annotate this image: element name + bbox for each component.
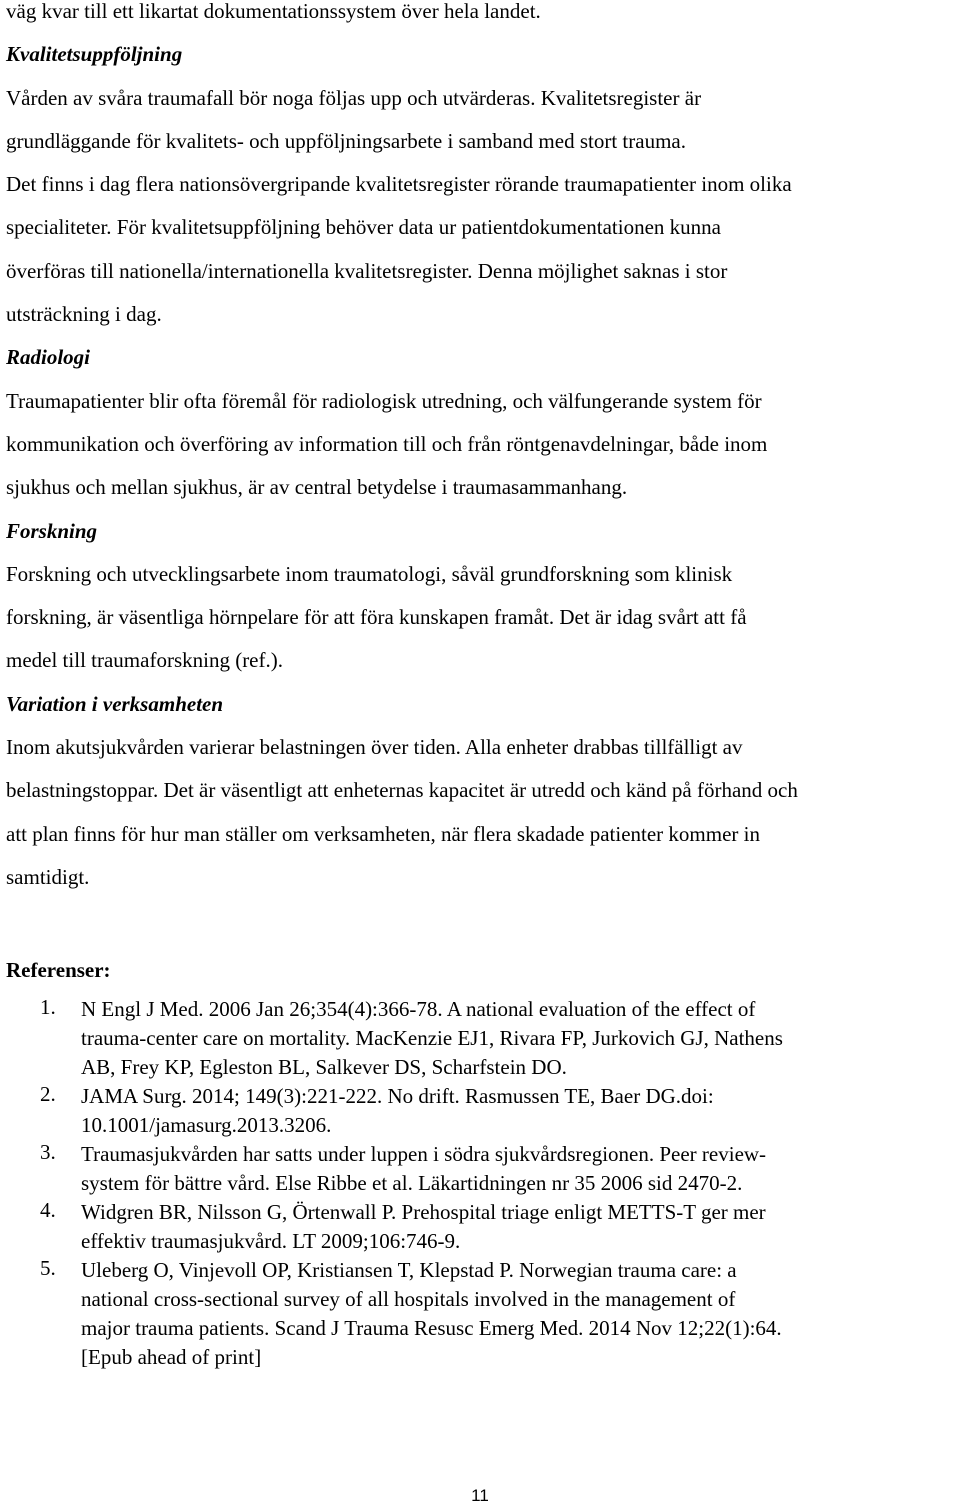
paragraph-line: medel till traumaforskning (ref.). [6,648,283,673]
paragraph-line: Forskning och utvecklingsarbete inom traumatologi, såväl grundforskning som klinisk [6,561,733,586]
reference-line: major trauma patients. Scand J Trauma Resusc Emerg Med. 2014 Nov 12;22(1):64. [81,1316,782,1340]
reference-item [0,1140,960,1198]
intro-line: väg kvar till ett likartat dokumentationssystem över hela landet. [6,0,541,23]
paragraph-line: Traumapatienter blir ofta föremål för radiologisk utredning, och välfungerande system för [6,388,762,413]
reference-line: Traumasjukvården har satts under luppen i södra sjukvårdsregionen. Peer review- [81,1142,767,1166]
paragraph-line: överföras till nationella/internationella kvalitetsregister. Denna möjlighet saknas i stor [6,258,728,283]
section-heading-kvalitetsuppfoljning: Kvalitetsuppföljning [6,42,183,67]
reference-item [0,1082,960,1140]
reference-line: trauma-center care on mortality. MacKenzie EJ1, Rivara FP, Jurkovich GJ, Nathens [81,1026,783,1050]
reference-number: 4. [40,1198,56,1222]
references-list [0,995,960,1372]
references-title: Referenser: [6,958,111,982]
body-text [6,0,956,899]
reference-line: effektiv traumasjukvård. LT 2009;106:746-9. [81,1229,461,1253]
paragraph-line: kommunikation och överföring av information till och från röntgenavdelningar, både inom [6,431,768,456]
reference-item [0,1198,960,1256]
paragraph-line: specialiteter. För kvalitetsuppföljning behöver data ur patientdokumentationen kunna [6,215,721,240]
reference-line: national cross-sectional survey of all hospitals involved in the management of [81,1287,736,1311]
reference-line: 10.1001/jamasurg.2013.3206. [81,1113,332,1137]
paragraph-line: grundläggande för kvalitets- och uppföljningsarbete i samband med stort trauma. [6,128,686,153]
reference-line: system för bättre vård. Else Ribbe et al. Läkartidningen nr 35 2006 sid 2470-2. [81,1171,743,1195]
reference-line: JAMA Surg. 2014; 149(3):221-222. No drift. Rasmussen TE, Baer DG.doi: [81,1084,714,1108]
paragraph-line: sjukhus och mellan sjukhus, är av central betydelse i traumasammanhang. [6,475,628,500]
section-heading-radiologi: Radiologi [6,345,91,370]
reference-line: AB, Frey KP, Egleston BL, Salkever DS, Scharfstein DO. [81,1055,567,1079]
reference-item [0,1256,960,1372]
page-number: 11 [471,1486,489,1505]
paragraph-line: Inom akutsjukvården varierar belastningen över tiden. Alla enheter drabbas tillfälligt av [6,735,743,760]
reference-number: 1. [40,995,56,1019]
paragraph-line: Vården av svåra traumafall bör noga följas upp och utvärderas. Kvalitetsregister är [6,85,702,110]
reference-number: 5. [40,1256,56,1280]
paragraph-line: belastningstoppar. Det är väsentligt att enheternas kapacitet är utredd och känd på förhand och [6,778,798,803]
reference-line: Uleberg O, Vinjevoll OP, Kristiansen T, Klepstad P. Norwegian trauma care: a [81,1258,737,1282]
paragraph-line: Det finns i dag flera nationsövergripande kvalitetsregister rörande traumapatienter inom olika [6,172,792,197]
paragraph-line: utsträckning i dag. [6,302,162,327]
paragraph-line: att plan finns för hur man ställer om verksamheten, när flera skadade patienter kommer in [6,821,760,846]
paragraph-line: forskning, är väsentliga hörnpelare för att föra kunskapen framåt. Det är idag svårt att få [6,605,747,630]
section-heading-forskning: Forskning [6,518,98,543]
reference-number: 3. [40,1140,56,1164]
paragraph-line: samtidigt. [6,864,90,889]
reference-line: N Engl J Med. 2006 Jan 26;354(4):366-78. A national evaluation of the effect of [81,997,756,1021]
reference-item [0,995,960,1082]
reference-line: Widgren BR, Nilsson G, Örtenwall P. Prehospital triage enligt METTS-T ger mer [81,1200,766,1224]
reference-line: [Epub ahead of print] [81,1345,262,1369]
section-heading-variation: Variation i verksamheten [6,691,224,716]
reference-number: 2. [40,1082,56,1106]
